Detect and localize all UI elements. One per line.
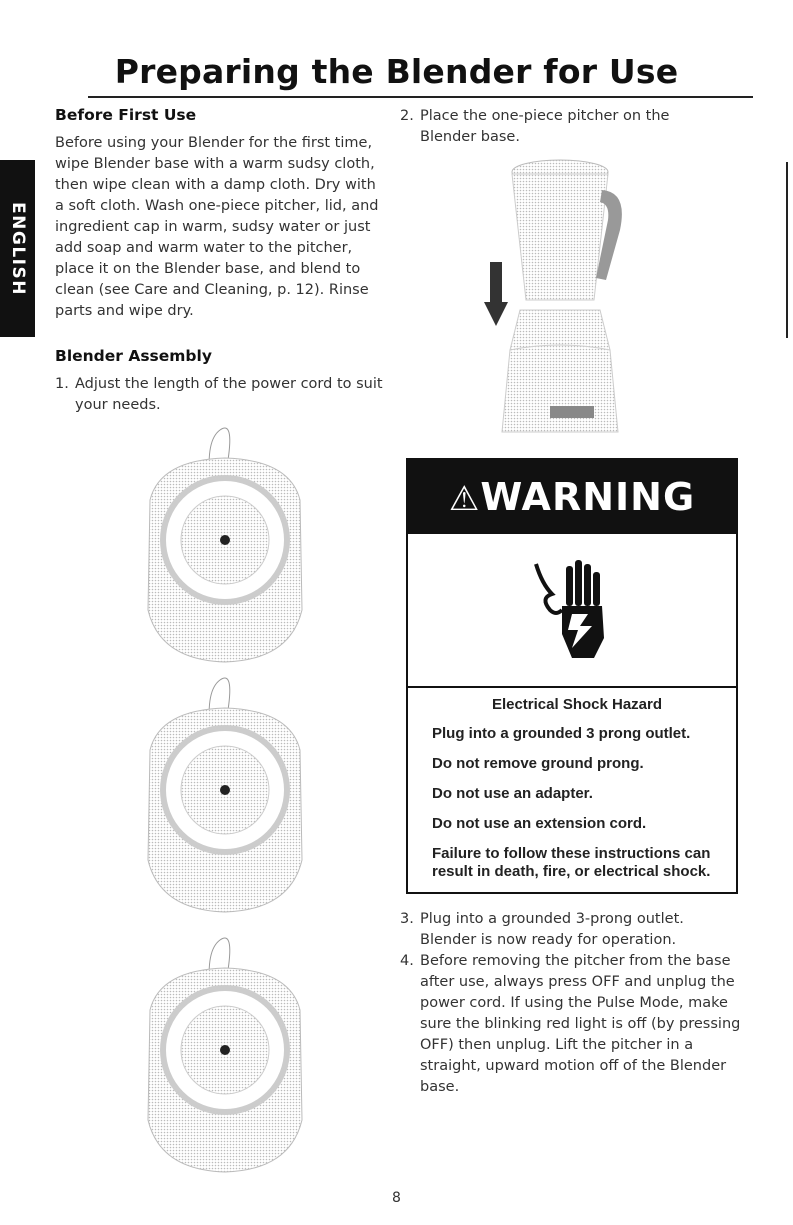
warning-line-4: Do not use an extension cord. [432, 815, 647, 832]
blender-base-illustration-2 [130, 670, 320, 920]
step-3 [400, 909, 740, 951]
electric-shock-hand-icon [532, 554, 612, 664]
page-title: Preparing the Blender for Use [114, 52, 679, 91]
warning-line-3: Do not use an adapter. [432, 785, 593, 802]
step-4-text: Before removing the pitcher from the base after use, always press OFF and unplug the power cord. If using the Pulse Mode, make sure the blinking red light is off (by pressing OFF) then unplug. Lift the pitcher in a straight, upward motion off of the Blender base. [420, 953, 741, 1095]
step-4-number: 4. [400, 953, 414, 969]
blender-base-illustration-1 [130, 420, 320, 670]
title-rule [88, 96, 753, 98]
step-1-number: 1. [55, 376, 69, 392]
warning-triangle-icon: ⚠ [448, 479, 481, 519]
before-first-use-heading: Before First Use [55, 106, 197, 124]
warning-header-label: WARNING [480, 475, 696, 519]
before-first-use-section [55, 106, 385, 322]
warning-box [406, 458, 738, 894]
warning-line-5: Failure to follow these instructions can result in death, fire, or electrical shock. [432, 845, 711, 880]
warning-line-2: Do not remove ground prong. [432, 755, 644, 772]
warning-header [408, 460, 736, 534]
step-2-number: 2. [400, 108, 414, 124]
step-2 [400, 106, 700, 148]
shock-icon-area [408, 534, 736, 688]
language-tab-label: ENGLISH [7, 201, 28, 296]
warning-hazard-title: Electrical Shock Hazard [491, 696, 663, 713]
blender-pitcher-illustration [480, 150, 650, 440]
warning-line-1: Plug into a grounded 3 prong outlet. [432, 725, 691, 742]
blender-assembly-section [55, 347, 385, 416]
step-3-number: 3. [400, 911, 414, 927]
right-edge-line [786, 162, 788, 338]
step-2-text: Place the one-piece pitcher on the Blender base. [420, 108, 670, 145]
language-tab [0, 160, 35, 337]
warning-text [432, 696, 722, 893]
blender-assembly-heading: Blender Assembly [55, 347, 212, 365]
page-number: 8 [392, 1190, 401, 1206]
before-first-use-text: Before using your Blender for the first time, wipe Blender base with a warm sudsy cloth, then wipe clean with a damp cloth. Dry with a soft cloth. Wash one-piece pitcher, lid, and ingredient cap in warm, sudsy water or just add soap and warm water to the pitcher, place it on the Blender base, and blend to clean (see Care and Cleaning, p. 12). Rinse parts and wipe dry. [55, 135, 379, 319]
blender-base-illustration-3 [130, 930, 320, 1180]
step-1-text: Adjust the length of the power cord to suit your needs. [75, 376, 383, 413]
step-3-text: Plug into a grounded 3-prong outlet. Blender is now ready for operation. [420, 911, 684, 948]
step-4 [400, 951, 745, 1098]
step-1 [55, 374, 385, 416]
